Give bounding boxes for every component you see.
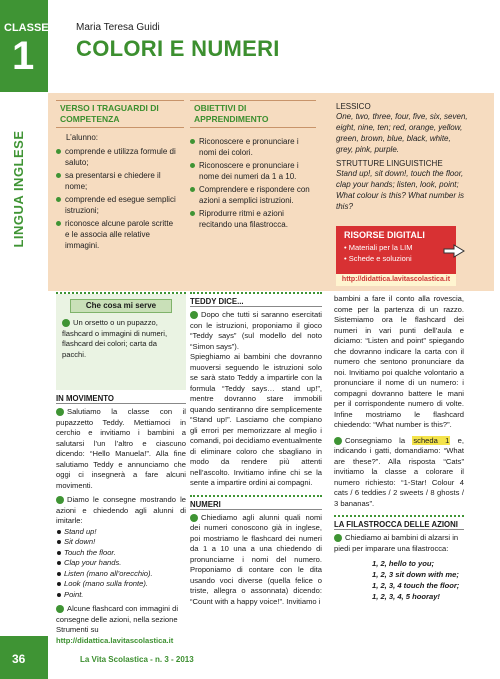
list-item: Riconoscere e pronunciare i nomi dei colori. bbox=[190, 136, 314, 158]
divider bbox=[190, 292, 322, 294]
list-item: Point. bbox=[56, 590, 186, 601]
strutture-heading: STRUTTURE LINGUISTICHE bbox=[336, 159, 443, 168]
risorse-item: • Materiali per la LIM bbox=[344, 243, 413, 252]
list-item: comprende ed esegue semplici istruzioni; bbox=[56, 194, 176, 216]
poem-line: 1, 2, hello to you; bbox=[372, 559, 435, 568]
divider bbox=[334, 515, 464, 517]
column-a bbox=[56, 394, 186, 646]
commands-list bbox=[56, 527, 186, 601]
numeri-heading: NUMERI bbox=[190, 500, 322, 510]
didattica-link[interactable]: http://didattica.lavitascolastica.it bbox=[56, 635, 174, 645]
footer-text: La Vita Scolastica - n. 3 - 2013 bbox=[80, 655, 194, 664]
numeri-continued: bambini a fare il conto alla rovescia, come per la partenza di un razzo. Sistemiamo ora le flashcard dei numeri in vari punti dell’aula e diciamo: “Listen and point” spiegando che dovranno indicare la carta con il numero che sentono pronunciare da noi. Invitiamo poi qualche volontario a pronunciare il nome di un numero: i compagni dovranno battere le mani per il corrispondente numero di volte. Infine mostriamo le flashcard chiedendo: “What number is this?”. bbox=[334, 294, 464, 429]
filastrocca-poem bbox=[334, 558, 464, 602]
list-item: comprende e utilizza formule di saluto; bbox=[56, 146, 176, 168]
bullet-icon bbox=[62, 319, 70, 327]
filastrocca-paragraph: Chiediamo ai bambini di alzarsi in piedi per imparare una filastrocca: bbox=[334, 533, 459, 553]
lessico-text: One, two, three, four, five, six, seven, eight, nine, ten; red, orange, yellow, green, brown, blue, black, white, grey, pink, purple. bbox=[336, 112, 468, 154]
list-item: Listen (mano all’orecchio). bbox=[56, 569, 186, 580]
arrow-icon bbox=[56, 408, 64, 416]
lessico-heading: LESSICO bbox=[336, 102, 371, 111]
risorse-digitali-box bbox=[336, 226, 456, 274]
list-item: riconosce alcune parole scritte e le associa alle relative immagini. bbox=[56, 218, 176, 251]
arrow-icon bbox=[334, 534, 342, 542]
list-item: Riconoscere e pronunciare i nome dei numeri da 1 a 10. bbox=[190, 160, 314, 182]
consegne-paragraph: Diamo le consegne mostrando le azioni e chiedendo agli alunni di imitarle: bbox=[56, 495, 186, 525]
competenze-list bbox=[56, 146, 176, 251]
obiettivi-list bbox=[190, 136, 314, 230]
list-item: Sit down! bbox=[56, 537, 186, 548]
movimento-heading: IN MOVIMENTO bbox=[56, 394, 186, 404]
column-c bbox=[334, 294, 464, 602]
list-item: Touch the floor. bbox=[56, 548, 186, 559]
arrow-icon bbox=[334, 437, 342, 445]
flashcard-paragraph: Alcune flashcard con immagini di consegne delle azioni, nella sezione Strumenti su http://didattica.lavitascolastica.it bbox=[56, 604, 179, 645]
movimento-paragraph: Salutiamo la classe con il pupazzetto Teddy. Mettiamoci in cerchio e invitiamo i bambini a salutarsi l’un l’altro e ciascuno dicendo: “Hello Manuela!”. Alla fine salutiamo Teddy e annunciamo che oggi ci insegnerà a fare alcuni movimenti. bbox=[56, 407, 186, 490]
lessico-block bbox=[336, 102, 470, 212]
cosa-mi-serve-heading: Che cosa mi serve bbox=[70, 299, 172, 313]
poem-line: 1, 2, 3, 4, 5 hooray! bbox=[372, 592, 440, 601]
competenze-intro: L’alunno: bbox=[66, 133, 99, 142]
obiettivi-heading: OBIETTIVI DI APPRENDIMENTO bbox=[190, 100, 316, 128]
list-item: Look (mano sulla fronte). bbox=[56, 579, 186, 590]
list-item: Riprodurre ritmi e azioni recitando una filastrocca. bbox=[190, 208, 314, 230]
cosa-mi-serve-text: Un orsetto o un pupazzo, flashcard o immagini di numeri, flashcard dei colori; carta da pacchi. bbox=[62, 318, 168, 359]
risorse-title: RISORSE DIGITALI bbox=[344, 230, 425, 240]
subject-label: LINGUA INGLESE bbox=[11, 130, 26, 248]
risorse-item: • Schede e soluzioni bbox=[344, 254, 412, 263]
arrow-icon bbox=[190, 514, 198, 522]
classe-label: CLASSE bbox=[4, 22, 49, 34]
list-item: Clap your hands. bbox=[56, 558, 186, 569]
teddy-rules-paragraph: Spieghiamo ai bambini che dovranno muoversi seguendo le istruzioni solo se sarà stato Teddy a impartirle con la formula “Teddy says… stand up!”, mentre dovranno stare immobili quando sentiranno dire semplicemente “Stand up!”. Lasciamo che compiano gli errori per memorizzare al meglio i comandi, poi decidiamo eventualmente di eliminare coloro che sbagliano in modo da rendere più attenti nell’ascolto. Invitiamo infine chi se la sente a impartire ordini ai compagni. bbox=[190, 352, 322, 487]
poem-line: 1, 2, 3 sit down with me; bbox=[372, 570, 459, 579]
filastrocca-heading: LA FILASTROCCA DELLE AZIONI bbox=[334, 520, 464, 530]
risorse-link[interactable]: http://didattica.lavitascolastica.it bbox=[336, 274, 456, 286]
list-item: sa presentarsi e chiedere il nome; bbox=[56, 170, 176, 192]
column-b bbox=[190, 292, 322, 607]
strutture-text: Stand up!, sit down!, touch the floor, clap your hands; listen, look, point; What colour is this? What number is this? bbox=[336, 169, 465, 211]
numeri-paragraph: Chiediamo agli alunni quali nomi dei numeri conoscono già in inglese, poi mostriamo le flashcard dei numeri da 1 a 10 una a una chiedendo di pronunciarne i nomi del numero. Proponiamo di contare con le dita usando voci diverse (quella felice o triste, allegra o assonnata) dicendo: “Count with a happy voice!”. Invitiamo i bbox=[190, 512, 322, 606]
competenze-heading: VERSO I TRAGUARDI DI COMPETENZA bbox=[56, 100, 184, 128]
scheda-paragraph: Consegniamo la scheda 1 e, indicando i gatti, domandiamo: “What are these?”. Alla risposta “Cats” invitiamo la classe a colorare il numero richiesto: “1-Star! Colour 4 cats / 6 teddies / 2 sweets / 8 ghosts / 3 bananas”. bbox=[334, 435, 464, 508]
scheda-highlight: scheda 1 bbox=[413, 435, 450, 445]
classe-number: 1 bbox=[12, 34, 35, 78]
pointing-hand-icon bbox=[440, 235, 468, 263]
arrow-icon bbox=[56, 496, 64, 504]
author: Maria Teresa Guidi bbox=[76, 22, 160, 33]
divider bbox=[190, 495, 322, 497]
obiettivi-column bbox=[190, 136, 314, 232]
teddy-heading: TEDDY DICE... bbox=[190, 297, 322, 307]
list-item: Stand up! bbox=[56, 527, 186, 538]
page-number: 36 bbox=[12, 652, 26, 666]
arrow-icon bbox=[56, 605, 64, 613]
arrow-icon bbox=[190, 311, 198, 319]
list-item: Comprendere e rispondere con azioni a semplici istruzioni. bbox=[190, 184, 314, 206]
competenze-column bbox=[56, 132, 176, 253]
page-title: COLORI E NUMERI bbox=[76, 36, 280, 61]
poem-line: 1, 2, 3, 4 touch the floor; bbox=[372, 581, 460, 590]
teddy-paragraph: Dopo che tutti si saranno esercitati con le istruzioni, proponiamo il gioco “Teddy says” (sul modello del noto “Simon says”). bbox=[190, 310, 322, 351]
